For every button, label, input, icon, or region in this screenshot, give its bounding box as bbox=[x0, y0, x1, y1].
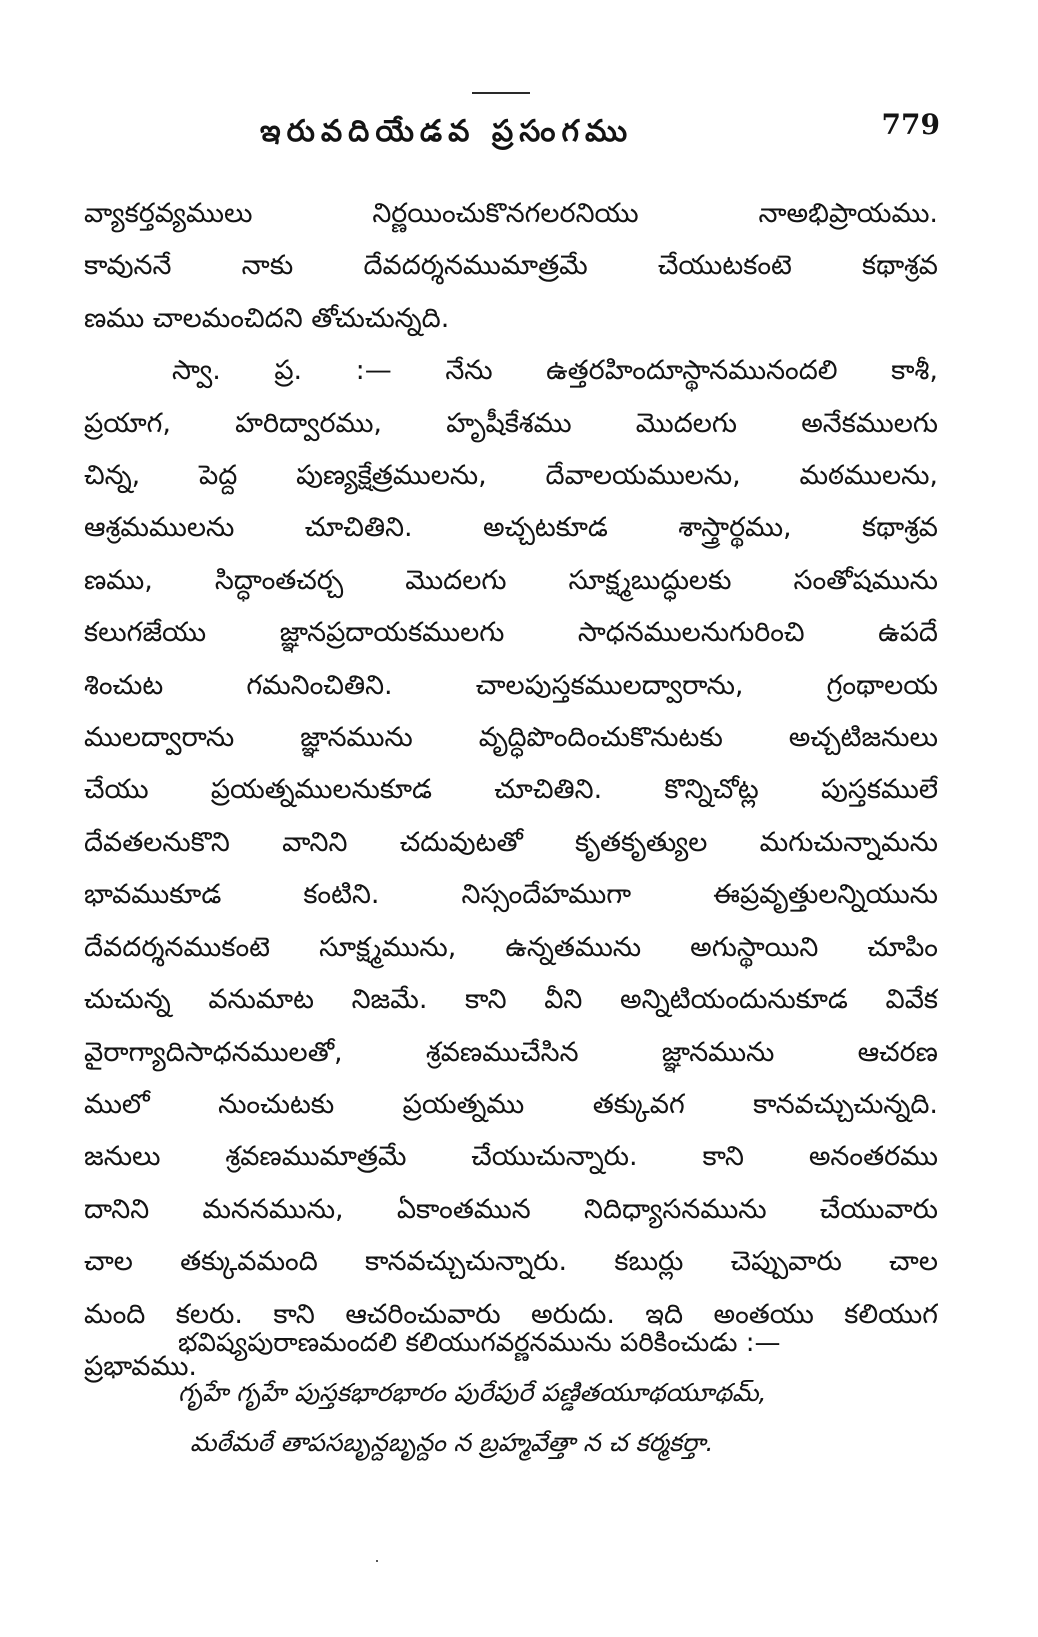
text-line: ణము చాలమంచిదని తోచుచున్నది. bbox=[84, 302, 450, 334]
text-line: భావముకూడ కంటిని. నిస్సందేహముగా ఈప్రవృత్తులన్నియును bbox=[84, 879, 938, 911]
running-title: ఇరువదియేడవ ప్రసంగము bbox=[260, 114, 634, 149]
text-line: చేయు ప్రయత్నములనుకూడ చూచితిని. కొన్నిచోట్ల పుస్తకములే bbox=[84, 774, 938, 806]
text-line: ములద్వారాను జ్ఞానమును వృద్ధిపొందించుకొనుటకు అచ్చటిజనులు bbox=[84, 722, 938, 754]
text-line: దానిని మననమును, ఏకాంతమున నిదిధ్యాసనమును చేయువారు bbox=[84, 1193, 938, 1225]
text-line: ప్రయాగ, హరిద్వారము, హృషీకేశము మొదలగు అనేకములగు bbox=[84, 407, 938, 439]
text-line: ప్రభావము. bbox=[84, 1350, 197, 1382]
text-line: జనులు శ్రవణముమాత్రమే చేయుచున్నారు. కాని అనంతరము bbox=[84, 1141, 938, 1173]
quoted-verse-block bbox=[178, 1318, 936, 1468]
page-header bbox=[60, 108, 940, 156]
text-line: ఆశ్రమములను చూచితిని. అచ్చటకూడ శాస్త్రార్థము, కథాశ్రవ bbox=[84, 512, 938, 544]
text-line: ణము, సిద్ధాంతచర్చ మొదలగు సూక్ష్మబుద్ధులకు సంతోషమును bbox=[84, 564, 938, 596]
top-rule bbox=[472, 92, 530, 94]
verse-line: మఠేమఠే తాపసబృన్దబృన్దం న బ్రహ్మవేత్తా న చ కర్మకర్తా. bbox=[190, 1428, 714, 1457]
text-line: వ్యాకర్తవ్యములు నిర్ణయించుకొనగలరనియు నాఅభిప్రాయము. bbox=[84, 198, 938, 229]
text-line: మంది కలరు. కాని ఆచరించువారు అరుదు. ఇది అంతయు కలియుగ bbox=[84, 1298, 938, 1330]
paragraph-2 bbox=[84, 345, 938, 1393]
text-line: చుచున్న వనుమాట నిజమే. కాని వీని అన్నిటియందునుకూడ వివేక bbox=[84, 984, 938, 1016]
paragraph-1 bbox=[84, 188, 938, 345]
text-line: చాల తక్కువమంది కానవచ్చుచున్నారు. కబుర్లు చెప్పువారు చాల bbox=[84, 1246, 938, 1278]
text-line: ములో నుంచుటకు ప్రయత్నము తక్కువగ కానవచ్చుచున్నది. bbox=[84, 1088, 938, 1120]
body-text bbox=[84, 188, 938, 1393]
text-line: స్వా. ప్ర. :— నేను ఉత్తరహిందూస్థానమునందలి కాశీ, bbox=[172, 355, 938, 387]
page-number: 779 bbox=[881, 108, 940, 141]
print-speck bbox=[376, 1560, 378, 1562]
quote-intro: భవిష్యపురాణమందలి కలియుగవర్ణనమును పరికించుడు :— bbox=[178, 1328, 781, 1358]
text-line: చిన్న, పెద్ద పుణ్యక్షేత్రములను, దేవాలయములను, మఠములను, bbox=[84, 460, 938, 492]
verse-line: గృహే గృహే పుస్తకభారభారం పురేపురే పణ్డితయూథయూథమ్, bbox=[178, 1378, 767, 1407]
text-line: కావుననే నాకు దేవదర్శనముమాత్రమే చేయుటకంటె కథాశ్రవ bbox=[84, 250, 938, 282]
text-line: దేవదర్శనముకంటె సూక్ష్మమును, ఉన్నతమును అగుస్థాయిని చూపిం bbox=[84, 931, 938, 963]
text-line: వైరాగ్యాదిసాధనములతో, శ్రవణముచేసిన జ్ఞానమును ఆచరణ bbox=[84, 1036, 938, 1068]
text-line: దేవతలనుకొని వానిని చదువుటతో కృతకృత్యుల మగుచున్నామను bbox=[84, 826, 938, 858]
text-line: శించుట గమనించితిని. చాలపుస్తకములద్వారాను, గ్రంథాలయ bbox=[84, 669, 938, 701]
text-line: కలుగజేయు జ్ఞానప్రదాయకములగు సాధనములనుగురించి ఉపదే bbox=[84, 617, 938, 649]
